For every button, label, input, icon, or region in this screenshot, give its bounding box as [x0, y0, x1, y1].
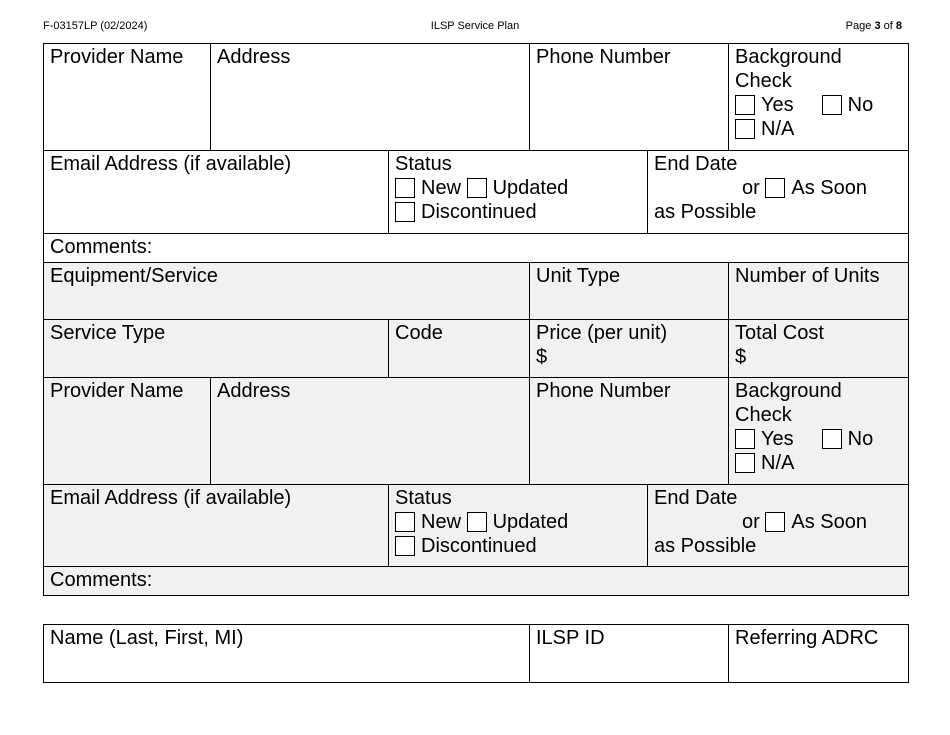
total-cost-cell-2[interactable]: Total Cost $ — [729, 320, 909, 378]
service-type-row-2 — [44, 320, 909, 378]
form-number: F-03157LP (02/2024) — [43, 20, 148, 32]
email-status-row-1 — [44, 151, 909, 234]
service-type-cell-2[interactable]: Service Type — [44, 320, 389, 378]
number-of-units-cell-2[interactable]: Number of Units — [729, 263, 909, 320]
end-date-asap-checkbox-1[interactable] — [765, 178, 785, 198]
status-updated-checkbox-2[interactable] — [467, 512, 487, 532]
page-indicator — [846, 20, 902, 32]
email-address-cell-1[interactable]: Email Address (if available) — [44, 151, 389, 234]
comments-row-1 — [44, 234, 909, 263]
background-check-cell-1: Background Check Yes No N/A — [729, 44, 909, 151]
comments-row-2 — [44, 567, 909, 596]
equipment-service-cell-2[interactable]: Equipment/Service — [44, 263, 530, 320]
end-date-cell-1: End Date or As Soon as Possible — [648, 151, 909, 234]
page-current: 3 — [874, 20, 881, 32]
comments-cell-1[interactable]: Comments: — [44, 234, 909, 263]
end-date-cell-2: End Date or As Soon as Possible — [648, 485, 909, 567]
code-cell-2[interactable]: Code — [389, 320, 530, 378]
participant-row — [44, 625, 909, 683]
email-address-cell-2[interactable]: Email Address (if available) — [44, 485, 389, 567]
background-na-checkbox-1[interactable] — [735, 119, 755, 139]
status-new-checkbox-2[interactable] — [395, 512, 415, 532]
background-no-checkbox-1[interactable] — [822, 95, 842, 115]
provider-name-cell-2[interactable]: Provider Name — [44, 378, 211, 485]
email-status-row-2 — [44, 485, 909, 567]
page-prefix: Page — [845, 20, 872, 32]
form-title: ILSP Service Plan — [430, 20, 520, 32]
referring-adrc-cell[interactable]: Referring ADRC — [729, 625, 909, 683]
participant-info-table — [43, 624, 909, 683]
background-no-checkbox-2[interactable] — [822, 429, 842, 449]
end-date-asap-checkbox-2[interactable] — [765, 512, 785, 532]
status-cell-1: Status New Updated Discontinued — [389, 151, 648, 234]
status-updated-checkbox-1[interactable] — [467, 178, 487, 198]
equipment-row-2 — [44, 263, 909, 320]
status-new-checkbox-1[interactable] — [395, 178, 415, 198]
comments-cell-2[interactable]: Comments: — [44, 567, 909, 596]
phone-number-cell-2[interactable]: Phone Number — [530, 378, 729, 485]
unit-type-cell-2[interactable]: Unit Type — [530, 263, 729, 320]
phone-number-cell-1[interactable]: Phone Number — [530, 44, 729, 151]
background-yes-checkbox-2[interactable] — [735, 429, 755, 449]
page-total: 8 — [895, 20, 902, 32]
address-cell-2[interactable]: Address — [211, 378, 530, 485]
status-discontinued-checkbox-1[interactable] — [395, 202, 415, 222]
status-discontinued-checkbox-2[interactable] — [395, 536, 415, 556]
service-plan-table — [43, 43, 909, 596]
background-check-cell-2: Background Check Yes No N/A — [729, 378, 909, 485]
provider-row-2 — [44, 378, 909, 485]
background-yes-checkbox-1[interactable] — [735, 95, 755, 115]
provider-row-1 — [44, 44, 909, 151]
price-per-unit-cell-2[interactable]: Price (per unit) $ — [530, 320, 729, 378]
participant-name-cell[interactable]: Name (Last, First, MI) — [44, 625, 530, 683]
ilsp-id-cell[interactable]: ILSP ID — [530, 625, 729, 683]
background-na-checkbox-2[interactable] — [735, 453, 755, 473]
provider-name-cell-1[interactable]: Provider Name — [44, 44, 211, 151]
address-cell-1[interactable]: Address — [211, 44, 530, 151]
status-cell-2: Status New Updated Discontinued — [389, 485, 648, 567]
page-of: of — [883, 20, 893, 32]
